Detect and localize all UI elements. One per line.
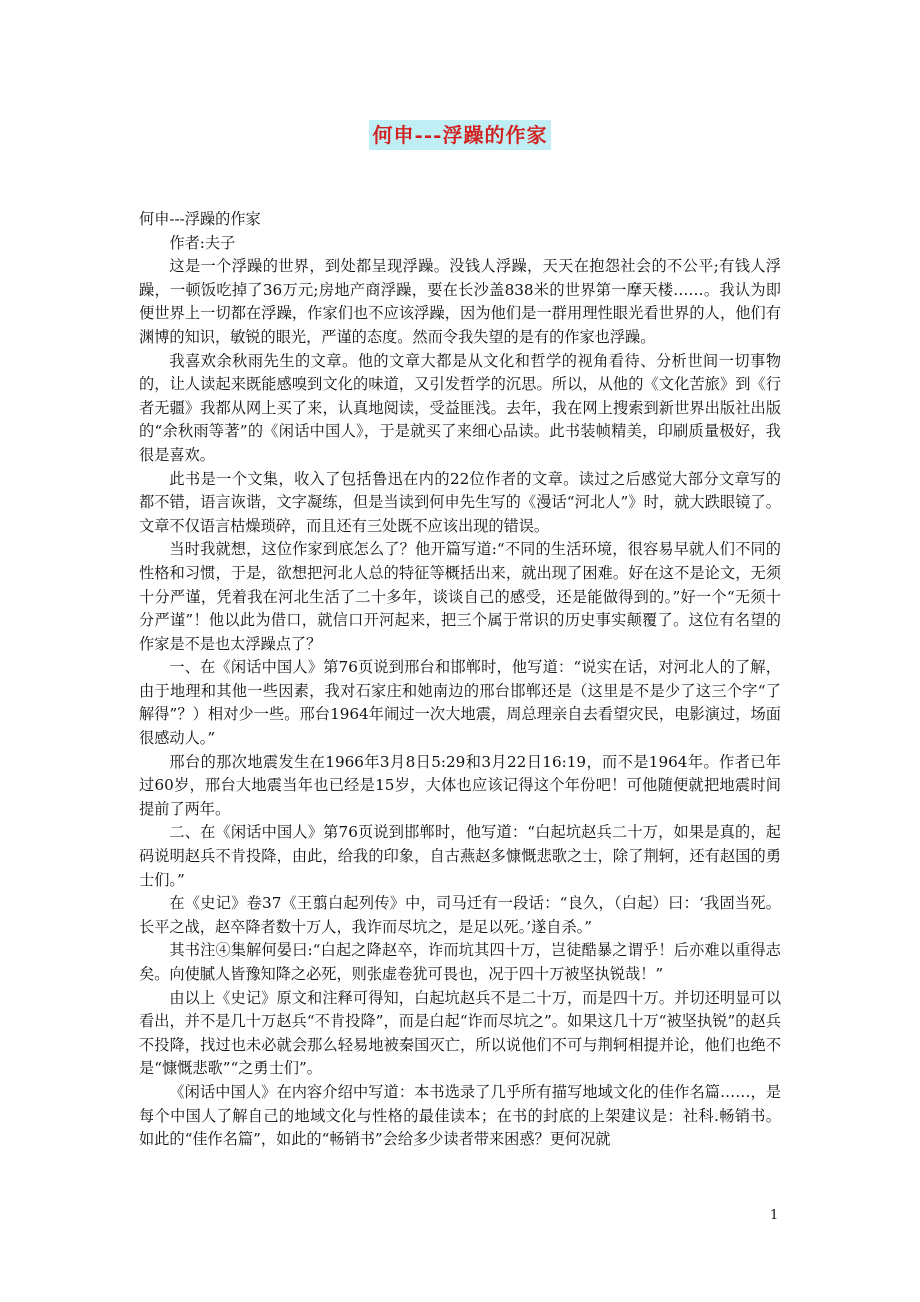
page-number: 1 xyxy=(770,1208,779,1223)
paragraph: 这是一个浮躁的世界，到处都呈现浮躁。没钱人浮躁，天天在抱怨社会的不公平;有钱人浮躁，一顿饭吃掉了36万元;房地产商浮躁，要在长沙盖838米的世界第一摩天楼……。我认为即便世界上一切都在浮躁，作家们也不应该浮躁，因为他们是一群用理性眼光看世界的人，他们有渊博的知识，敏锐的眼光，严谨的态度。然而令我失望的是有的作家也浮躁。 xyxy=(139,257,781,346)
paragraph: 邢台的那次地震发生在1966年3月8日5:29和3月22日16:19，而不是1964年。作者已年过60岁，邢台大地震当年也已经是15岁，大体也应该记得这个年份吧！可他随便就把地震时间提前了两年。 xyxy=(139,752,781,818)
article-body xyxy=(139,208,781,1152)
paragraph: 我喜欢余秋雨先生的文章。他的文章大都是从文化和哲学的视角看待、分析世间一切事物的，让人读起来既能感嗅到文化的味道，又引发哲学的沉思。所以，从他的《文化苦旅》到《行者无疆》我都从网上买了来，认真地阅读，受益匪浅。去年，我在网上搜索到新世界出版社出版的“余秋雨等著”的《闲话中国人》，于是就买了来细心品读。此书装帧精美，印刷质量极好，我很是喜欢。 xyxy=(139,351,781,464)
paragraph: 在《史记》卷37《王翦白起列传》中，司马迁有一段话：“良久，（白起）曰：‘我固当死。长平之战，赵卒降者数十万人，我诈而尽坑之，是足以死。’遂自杀。” xyxy=(139,894,781,936)
paragraph: 当时我就想，这位作家到底怎么了？他开篇写道:“不同的生活环境，很容易早就人们不同的性格和习惯，于是，欲想把河北人总的特征等概括出来，就出现了困难。好在这不是论文，无须十分严谨，凭着我在河北生活了二十多年，谈谈自己的感受，还是能做得到的。”好一个“无须十分严谨”！他以此为借口，就信口开河起来，把三个属于常识的历史事实颠覆了。这位有名望的作家是不是也太浮躁点了？ xyxy=(139,540,781,653)
title-container xyxy=(0,120,920,150)
paragraph: 由以上《史记》原文和注释可得知，白起坑赵兵不是二十万，而是四十万。并切还明显可以看出，并不是几十万赵兵“不肯投降”，而是白起“诈而尽坑之”。如果这几十万“被坚执锐”的赵兵不投降，找过也未必就会那么轻易地被秦国灭亡，所以说他们不可与荆轲相提并论，他们也绝不是“慷慨悲歌”“之勇士们”。 xyxy=(139,988,781,1078)
article-author: 作者:夫子 xyxy=(169,233,236,252)
paragraph: 此书是一个文集，收入了包括鲁迅在内的22位作者的文章。读过之后感觉大部分文章写的都不错，语言诙谐，文字凝练，但是当读到何申先生写的《漫话“河北人”》时，就大跌眼镜了。文章不仅语言枯燥琐碎，而且还有三处既不应该出现的错误。 xyxy=(139,469,781,535)
page-title: 何申---浮躁的作家 xyxy=(369,120,552,150)
paragraph: 二、在《闲话中国人》第76页说到邯郸时，他写道：“白起坑赵兵二十万，如果是真的，起码说明赵兵不肯投降，由此，给我的印象，自古燕赵多慷慨悲歌之士，除了荆轲，还有赵国的勇士们。” xyxy=(139,823,781,889)
article-subtitle: 何申---浮躁的作家 xyxy=(139,210,261,228)
paragraph: 其书注④集解何晏曰:“白起之降赵卒，诈而坑其四十万，岂徒酷暴之谓乎！后亦难以重得志矣。向使膩人皆豫知降之必死，则张虚卷犹可畏也，况于四十万被坚执锐哉！” xyxy=(139,941,781,983)
paragraph: 一、在《闲话中国人》第76页说到邢台和邯郸时，他写道：“说实在话，对河北人的了解，由于地理和其他一些因素，我对石家庄和她南边的邢台邯郸还是（这里是不是少了这三个字“了解得”？）相对少一些。邢台1964年闹过一次大地震，周总理亲自去看望灾民，电影演过，场面很感动人。” xyxy=(139,658,781,748)
paragraph: 《闲话中国人》在内容介绍中写道：本书选录了几乎所有描写地域文化的佳作名篇……，是每个中国人了解自己的地域文化与性格的最佳读本；在书的封底的上架建议是：社科.畅销书。如此的“佳作名篇”，如此的“畅销书”会给多少读者带来困惑？更何况就 xyxy=(139,1082,781,1149)
